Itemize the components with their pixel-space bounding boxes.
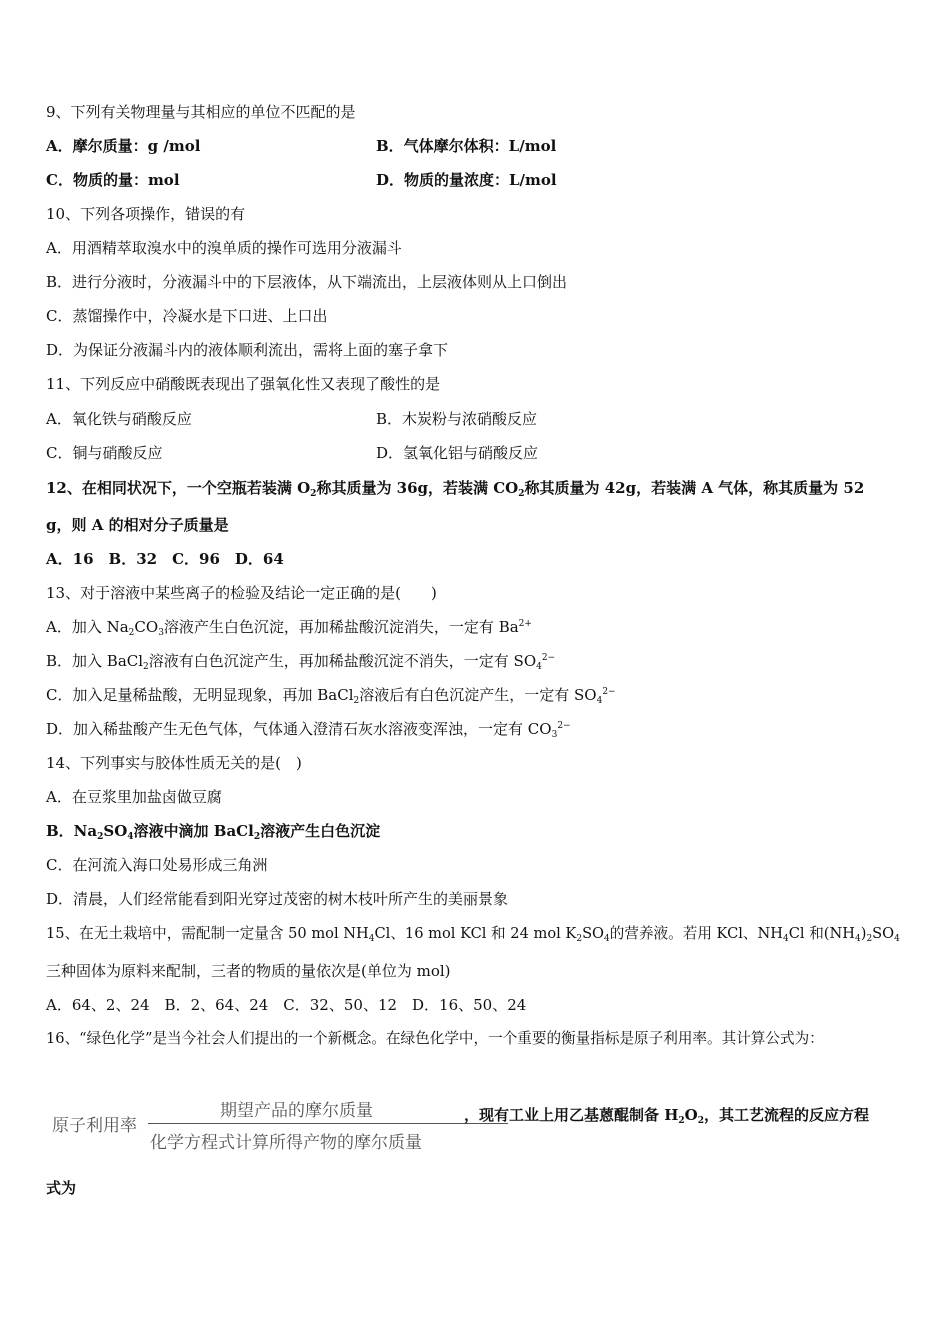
q13-d-text-1: D．加入稀盐酸产生无色气体，气体通入澄清石灰水溶液变浑浊，一定有 CO xyxy=(46,720,552,738)
q13-b-text-2: 溶液有白色沉淀产生，再加稀盐酸沉淀不消失，一定有 SO xyxy=(148,652,537,670)
formula-denominator: 化学方程式计算所得产物的摩尔质量 xyxy=(150,1133,422,1153)
q12-text-3: 称其质量为 42g，若装满 A 气体，称其质量为 52 xyxy=(524,479,865,497)
q12-text-2: 称其质量为 36g，若装满 CO xyxy=(316,479,519,497)
q10-option-a: A．用酒精萃取溴水中的溴单质的操作可选用分液漏斗 xyxy=(46,239,402,257)
q15-text-3: SO xyxy=(582,925,605,942)
q11-option-d: D．氢氧化铝与硝酸反应 xyxy=(376,444,539,462)
q15-sub-7: 4 xyxy=(894,934,900,944)
q14-option-c: C．在河流入海口处易形成三角洲 xyxy=(46,856,268,874)
q15-sub-2: 2 xyxy=(576,934,583,944)
q16-tail-text-3: ，其工艺流程的反应方程 xyxy=(704,1106,870,1124)
q14-option-a: A．在豆浆里加盐卤做豆腐 xyxy=(46,788,222,806)
q13-option-c xyxy=(46,685,616,705)
q15-text-7: SO xyxy=(872,925,895,942)
q16-stem: 16、“绿色化学”是当今社会人们提出的一个新概念。在绿色化学中，一个重要的衡量指标是原子利用率。其计算公式为： xyxy=(46,1030,824,1047)
q13-a-text-3: 溶液产生白色沉淀，再加稀盐酸沉淀消失，一定有 Ba xyxy=(163,618,519,636)
q14-option-d: D．清晨，人们经常能看到阳光穿过茂密的树木枝叶所产生的美丽景象 xyxy=(46,890,509,908)
q14-stem: 14、下列事实与胶体性质无关的是( ) xyxy=(46,754,302,772)
q11-option-c: C．铜与硝酸反应 xyxy=(46,444,163,462)
q12-text-1: 12、在相同状况下，一个空瓶若装满 O xyxy=(46,479,311,497)
q11-option-b: B．木炭粉与浓硝酸反应 xyxy=(376,410,538,428)
q16-tail-text-2: O xyxy=(684,1106,698,1124)
q15-stem xyxy=(46,924,900,944)
q14-b-text-3: 溶液中滴加 BaCl xyxy=(133,822,254,840)
q13-option-a xyxy=(46,617,532,637)
q13-option-d xyxy=(46,719,571,739)
q13-stem: 13、对于溶液中某些离子的检验及结论一定正确的是( ) xyxy=(46,584,437,602)
q13-a-sub-2: 3 xyxy=(158,628,164,638)
q12-stem xyxy=(46,478,864,498)
q14-b-text-1: B．Na xyxy=(46,822,98,840)
q15-sub-5: 4 xyxy=(855,934,861,944)
q10-option-b: B．进行分液时，分液漏斗中的下层液体，从下端流出，上层液体则从上口倒出 xyxy=(46,273,568,291)
q14-b-text-2: SO xyxy=(103,822,128,840)
q13-a-sub-1: 2 xyxy=(128,628,135,638)
q14-b-sub-3: 2 xyxy=(253,832,261,842)
q9-stem: 9、下列有关物理量与其相应的单位不匹配的是 xyxy=(46,103,356,121)
q14-b-sub-1: 2 xyxy=(97,832,104,842)
q13-b-sub-1: 2 xyxy=(143,662,149,672)
q11-options-row2 xyxy=(46,443,539,463)
q13-option-b xyxy=(46,651,555,671)
q15-sub-3: 4 xyxy=(604,934,610,944)
q12-options: A．16 B．32 C．96 D．64 xyxy=(46,550,284,568)
q11-option-a: A．氧化铁与硝酸反应 xyxy=(46,410,192,428)
q9-options-row2 xyxy=(46,170,557,190)
q13-b-sub-2: 4 xyxy=(536,662,542,672)
q14-option-b xyxy=(46,821,380,841)
q15-text-5: Cl 和(NH xyxy=(788,925,855,942)
q13-c-sub-2: 4 xyxy=(596,696,603,706)
q15-sub-1: 4 xyxy=(368,934,375,944)
q15-stem-line2: 三种固体为原料来配制，三者的物质的量依次是(单位为 mol) xyxy=(46,962,451,980)
formula-numerator: 期望产品的摩尔质量 xyxy=(220,1101,373,1121)
q13-d-sup: 2− xyxy=(557,721,571,731)
q11-options-row1 xyxy=(46,409,538,429)
q13-c-text-2: 溶液后有白色沉淀产生，一定有 SO xyxy=(359,686,597,704)
atom-utilization-formula xyxy=(52,1096,912,1156)
q13-a-text-2: CO xyxy=(134,618,159,636)
fraction-bar xyxy=(148,1123,508,1124)
q15-sub-4: 4 xyxy=(783,934,789,944)
q13-a-sup: 2+ xyxy=(518,619,532,629)
q12-sub-1: 2 xyxy=(310,489,317,499)
q9-option-c: C．物质的量：mol xyxy=(46,171,180,189)
q15-text-4: 的营养液。若用 KCl、NH xyxy=(609,925,783,942)
q13-d-sub: 3 xyxy=(551,730,558,740)
q13-a-text-1: A．加入 Na xyxy=(46,618,129,636)
q16-tail-sub-1: 2 xyxy=(678,1116,685,1126)
q14-b-text-4: 溶液产生白色沉淀 xyxy=(260,822,381,840)
q13-c-sub-1: 2 xyxy=(353,696,360,706)
q10-option-d: D．为保证分液漏斗内的液体顺利流出，需将上面的塞子拿下 xyxy=(46,341,449,359)
q13-b-sup: 2− xyxy=(541,653,556,663)
q15-sub-6: 2 xyxy=(866,934,873,944)
formula-label: 原子利用率 xyxy=(52,1116,137,1136)
q16-tail-text-1: ，现有工业上用乙基蒽醌制备 H xyxy=(464,1106,679,1124)
q9-option-d: D．物质的量浓度：L/mol xyxy=(376,171,557,189)
q10-stem: 10、下列各项操作，错误的有 xyxy=(46,205,246,223)
q15-text-6: ) xyxy=(860,925,867,942)
q9-option-a: A．摩尔质量：g /mol xyxy=(46,137,201,155)
q13-c-text-1: C．加入足量稀盐酸，无明显现象，再加 BaCl xyxy=(46,686,354,704)
q16-continuation xyxy=(464,1104,869,1125)
q15-options: A．64、2、24 B．2、64、24 C．32、50、12 D．16、50、24 xyxy=(46,996,527,1014)
q10-option-c: C．蒸馏操作中，冷凝水是下口进、上口出 xyxy=(46,307,328,325)
q9-options-row1 xyxy=(46,136,557,156)
q15-text-2: Cl、16 mol KCl 和 24 mol K xyxy=(374,925,577,942)
q12-stem-line2: g，则 A 的相对分子质量是 xyxy=(46,516,229,534)
q13-b-text-1: B．加入 BaCl xyxy=(46,652,144,670)
q11-stem: 11、下列反应中硝酸既表现出了强氧化性又表现了酸性的是 xyxy=(46,375,441,393)
q9-option-b: B．气体摩尔体积：L/mol xyxy=(376,137,557,155)
q12-sub-2: 2 xyxy=(518,489,525,499)
q15-text-1: 15、在无土栽培中，需配制一定量含 50 mol NH xyxy=(46,925,369,942)
q14-b-sub-2: 4 xyxy=(127,832,134,842)
q13-c-sup: 2− xyxy=(602,687,616,697)
q16-tail-sub-2: 2 xyxy=(697,1116,705,1126)
q16-last-line: 式为 xyxy=(46,1179,77,1197)
